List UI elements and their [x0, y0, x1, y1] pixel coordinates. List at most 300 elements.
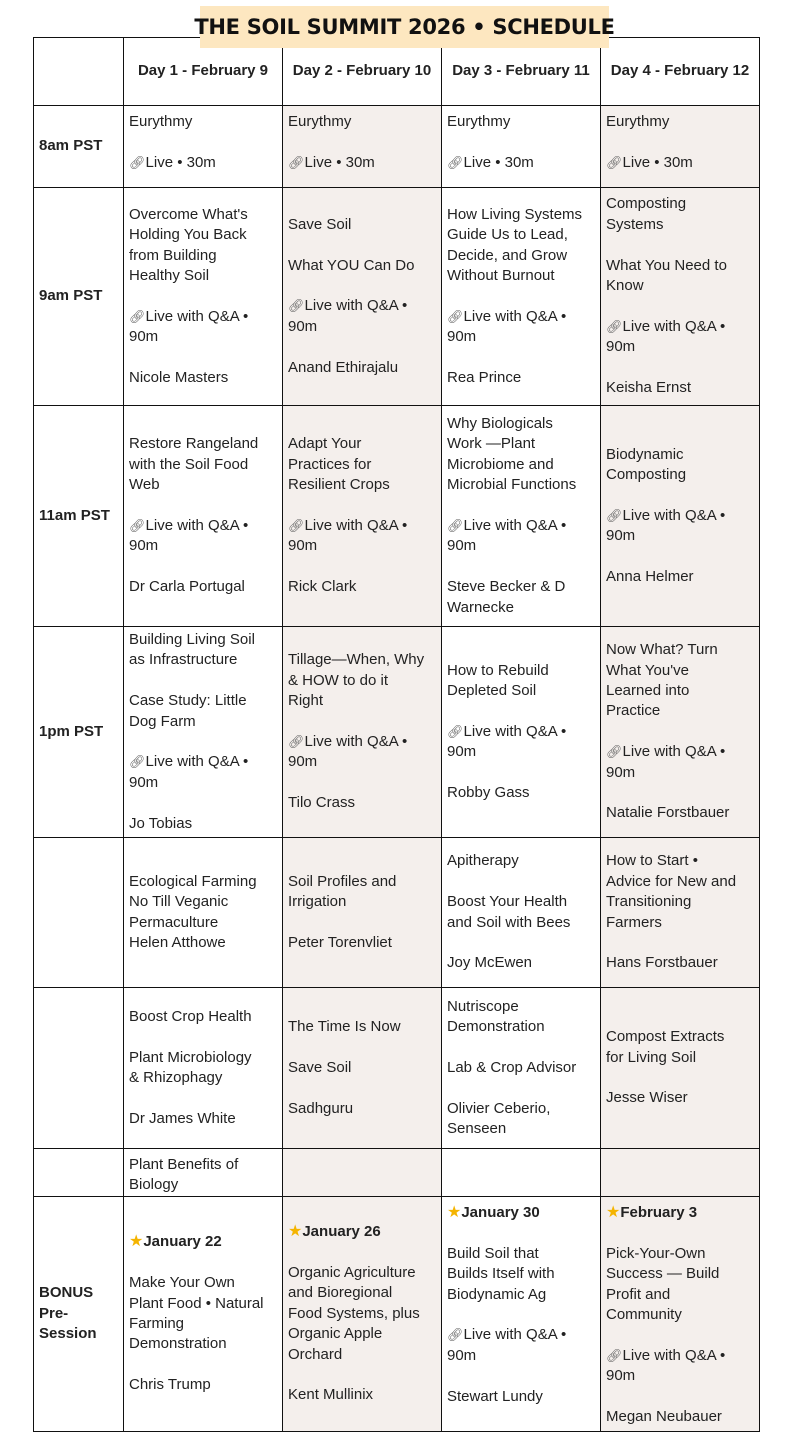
- session-text: [447, 1119, 595, 1139]
- session-text: [606, 953, 754, 973]
- line-text: as Infrastructure: [129, 651, 238, 669]
- line-text: Biology: [129, 1176, 179, 1194]
- session-text: [288, 536, 436, 556]
- session-text: [129, 1273, 277, 1293]
- link-icon: 🔗︎: [288, 518, 305, 533]
- session-text: [606, 194, 754, 214]
- session-text: [447, 892, 595, 912]
- link-icon: 🔗︎: [447, 518, 464, 533]
- line-text: Save Soil: [288, 1058, 352, 1076]
- session-cell: [601, 106, 760, 188]
- session-text: [288, 1304, 436, 1324]
- time-slot: 11am PST: [34, 406, 124, 627]
- line-text: Senseen: [447, 1120, 507, 1137]
- line-text: Boost Your Health: [447, 893, 568, 911]
- session-text: [606, 913, 754, 933]
- session-cell: [442, 406, 601, 627]
- line-spacer: [606, 1325, 754, 1345]
- session-text: [129, 455, 277, 475]
- session-text: [606, 1027, 754, 1047]
- session-text: [447, 598, 595, 618]
- line-text: from Building: [129, 246, 217, 264]
- line-text: & Rhizophagy: [129, 1069, 223, 1086]
- time-slot: 9am PST: [34, 188, 124, 406]
- session-text: [288, 1263, 436, 1283]
- line-text: Tillage—When, Why: [288, 651, 425, 669]
- session-format: [606, 153, 754, 173]
- line-text: Lab & Crop Advisor: [447, 1058, 577, 1076]
- session-format: [606, 1346, 754, 1366]
- line-text: Hans Forstbauer: [606, 954, 718, 972]
- session-cell: [442, 188, 601, 406]
- session-text: [129, 1294, 277, 1314]
- session-text: [129, 1007, 277, 1027]
- session-text: [288, 112, 436, 132]
- session-format: [606, 506, 754, 526]
- session-text: [288, 671, 436, 691]
- line-text: Composting: [606, 466, 687, 483]
- line-text: Make Your Own: [129, 1274, 235, 1292]
- line-text: Resilient Crops: [288, 476, 390, 494]
- schedule-row: [34, 406, 760, 627]
- session-text: [129, 691, 277, 711]
- line-text: 90m: [606, 527, 636, 545]
- line-text: Success — Build: [606, 1265, 720, 1283]
- session-text: [129, 773, 277, 793]
- session-text: [129, 1068, 277, 1088]
- day-header: Day 4 - February 12: [601, 38, 760, 106]
- session-format: [129, 153, 277, 173]
- session-format: [288, 153, 436, 173]
- line-text: Now What? Turn: [606, 641, 718, 659]
- session-text: [447, 414, 595, 434]
- session-text: [447, 1346, 595, 1366]
- session-text: [288, 1099, 436, 1119]
- line-spacer: [606, 547, 754, 567]
- session-format: [447, 1325, 595, 1345]
- session-text: [606, 215, 754, 235]
- line-spacer: [606, 485, 754, 505]
- time-slot: 1pm PST: [34, 627, 124, 838]
- schedule-row: [34, 988, 760, 1149]
- line-spacer: [288, 712, 436, 732]
- line-text: Depleted Soil: [447, 682, 537, 699]
- line-text: Compost Extracts: [606, 1028, 725, 1046]
- line-spacer: [288, 132, 436, 152]
- session-text: [129, 872, 277, 892]
- time-slot: [34, 838, 124, 988]
- session-text: [447, 953, 595, 973]
- line-text: Live with Q&A •: [145, 753, 249, 771]
- link-icon: 🔗︎: [606, 507, 623, 523]
- line-spacer: [447, 1078, 595, 1098]
- line-text: Decide, and Grow: [447, 246, 568, 264]
- line-text: for Living Soil: [606, 1048, 697, 1066]
- session-text: [606, 892, 754, 912]
- line-spacer: [288, 496, 436, 516]
- corner-cell: [34, 38, 124, 106]
- line-text: 90m: [129, 773, 159, 791]
- line-text: Restore Rangeland: [129, 435, 259, 453]
- session-text: [288, 434, 436, 454]
- line-text: Live with Q&A •: [622, 1346, 726, 1364]
- line-spacer: [288, 557, 436, 577]
- bonus-date: [606, 1203, 754, 1223]
- link-icon: 🔗︎: [447, 308, 464, 324]
- line-text: Organic Apple: [288, 1325, 383, 1343]
- line-spacer: [129, 496, 277, 516]
- link-icon: 🔗︎: [447, 723, 464, 739]
- line-text: Boost Crop Health: [129, 1007, 252, 1025]
- session-text: [129, 205, 277, 225]
- session-text: [606, 681, 754, 701]
- line-spacer: [129, 132, 277, 152]
- session-text: [288, 475, 436, 495]
- line-text: & HOW to do it: [288, 671, 389, 689]
- session-cell: [283, 188, 442, 406]
- session-text: [447, 783, 595, 803]
- session-text: [288, 455, 436, 475]
- session-cell: [124, 627, 283, 838]
- schedule-row: [34, 838, 760, 988]
- session-cell: [601, 1197, 760, 1432]
- session-text: [447, 536, 595, 556]
- line-text: Dr James White: [129, 1109, 236, 1127]
- line-spacer: [288, 913, 436, 933]
- session-text: [129, 1175, 277, 1195]
- session-text: [288, 872, 436, 892]
- line-text: Live with Q&A •: [463, 517, 567, 534]
- session-text: [129, 225, 277, 245]
- session-text: [447, 1058, 595, 1078]
- session-text: [606, 1407, 754, 1427]
- line-spacer: [288, 1078, 436, 1098]
- line-text: Biodynamic Ag: [447, 1285, 547, 1303]
- line-text: with the Soil Food: [129, 455, 249, 473]
- session-cell: [601, 1149, 760, 1197]
- line-text: Plant Benefits of: [129, 1156, 239, 1173]
- line-text: Peter Torenvliet: [288, 933, 392, 951]
- session-format: [606, 317, 754, 337]
- line-spacer: [288, 235, 436, 255]
- session-text: [606, 526, 754, 546]
- line-text: Farming: [129, 1315, 185, 1332]
- session-text: [129, 266, 277, 286]
- star-icon: ★: [288, 1223, 303, 1241]
- session-text: [447, 1099, 595, 1119]
- session-text: [129, 892, 277, 912]
- link-icon: 🔗︎: [606, 744, 623, 760]
- line-spacer: [129, 1027, 277, 1047]
- line-text: Eurythmy: [288, 113, 352, 130]
- line-text: Jo Tobias: [129, 814, 193, 832]
- line-text: Chris Trump: [129, 1376, 211, 1394]
- session-text: [288, 1345, 436, 1365]
- line-text: January 26: [302, 1223, 381, 1241]
- line-text: Irrigation: [288, 893, 347, 911]
- session-text: [288, 317, 436, 337]
- session-format: [447, 722, 595, 742]
- schedule-row: [34, 627, 760, 838]
- session-cell: [124, 1149, 283, 1197]
- line-spacer: [288, 1037, 436, 1057]
- line-spacer: [129, 732, 277, 752]
- line-spacer: [129, 286, 277, 306]
- line-text: Case Study: Little: [129, 692, 247, 710]
- line-spacer: [129, 557, 277, 577]
- day-header: Day 2 - February 10: [283, 38, 442, 106]
- line-spacer: [447, 348, 595, 368]
- line-spacer: [447, 286, 595, 306]
- line-text: 90m: [447, 328, 477, 346]
- line-text: Rick Clark: [288, 578, 357, 596]
- line-text: Plant Food • Natural: [129, 1294, 264, 1312]
- link-icon: 🔗︎: [447, 154, 464, 170]
- line-text: Live • 30m: [145, 153, 216, 171]
- line-text: Sadhguru: [288, 1099, 354, 1117]
- session-text: [447, 997, 595, 1017]
- line-text: Live with Q&A •: [304, 733, 408, 750]
- line-text: Robby Gass: [447, 784, 530, 801]
- line-text: Profit and: [606, 1285, 671, 1303]
- session-text: [129, 650, 277, 670]
- line-text: Right: [288, 692, 324, 710]
- session-cell: [442, 988, 601, 1149]
- line-text: Ecological Farming: [129, 872, 257, 890]
- session-text: [606, 701, 754, 721]
- line-text: Live with Q&A •: [622, 317, 726, 335]
- session-text: [129, 327, 277, 347]
- session-cell: [124, 406, 283, 627]
- line-text: Stewart Lundy: [447, 1387, 543, 1405]
- session-text: [447, 661, 595, 681]
- star-icon: ★: [129, 1233, 144, 1251]
- session-text: [447, 112, 595, 132]
- line-spacer: [606, 297, 754, 317]
- line-spacer: [288, 276, 436, 296]
- line-text: Eurythmy: [129, 113, 193, 130]
- link-icon: 🔗︎: [288, 734, 305, 749]
- session-text: [288, 793, 436, 813]
- line-text: Advice for New and: [606, 872, 737, 890]
- session-cell: [442, 1197, 601, 1432]
- link-icon: 🔗︎: [606, 1347, 623, 1363]
- session-text: [606, 1285, 754, 1305]
- session-format: [129, 307, 277, 327]
- line-text: Demonstration: [447, 1018, 545, 1035]
- line-spacer: [606, 1387, 754, 1407]
- link-icon: 🔗︎: [129, 308, 146, 324]
- line-text: January 22: [143, 1233, 222, 1251]
- line-text: 90m: [606, 1367, 636, 1385]
- session-cell: [124, 106, 283, 188]
- line-text: Practice: [606, 702, 661, 720]
- time-slot: 8am PST: [34, 106, 124, 188]
- session-cell: [442, 627, 601, 838]
- session-text: [288, 577, 436, 597]
- session-text: [288, 215, 436, 235]
- session-cell: [283, 627, 442, 838]
- line-text: February 3: [620, 1204, 698, 1221]
- line-text: Farmers: [606, 913, 662, 931]
- line-text: Food Systems, plus: [288, 1304, 420, 1322]
- line-text: Plant Microbiology: [129, 1048, 252, 1066]
- line-text: Anna Helmer: [606, 568, 694, 585]
- link-icon: 🔗︎: [129, 754, 146, 770]
- session-cell: [124, 988, 283, 1149]
- line-text: Microbiome and: [447, 455, 554, 473]
- line-spacer: [447, 132, 595, 152]
- line-spacer: [447, 701, 595, 721]
- line-spacer: [606, 933, 754, 953]
- line-text: Learned into: [606, 682, 690, 699]
- schedule-row: [34, 106, 760, 188]
- session-text: [129, 1375, 277, 1395]
- session-cell: [283, 106, 442, 188]
- line-spacer: [288, 337, 436, 357]
- line-text: and Bioregional: [288, 1284, 393, 1302]
- page-title: THE SOIL SUMMIT 2026 • SCHEDULE: [200, 6, 609, 48]
- line-text: 90m: [288, 317, 318, 335]
- session-text: [129, 1334, 277, 1354]
- session-text: [606, 445, 754, 465]
- line-spacer: [606, 132, 754, 152]
- session-text: [129, 536, 277, 556]
- link-icon: 🔗︎: [288, 154, 305, 170]
- line-text: Live with Q&A •: [463, 307, 567, 325]
- session-text: [129, 475, 277, 495]
- session-cell: [124, 838, 283, 988]
- line-text: 90m: [606, 763, 636, 781]
- session-text: [288, 1283, 436, 1303]
- session-text: [288, 358, 436, 378]
- link-icon: 🔗︎: [129, 154, 146, 170]
- line-text: How to Rebuild: [447, 661, 549, 679]
- line-text: 90m: [447, 743, 477, 761]
- line-text: Live with Q&A •: [622, 743, 726, 761]
- line-text: Overcome What's: [129, 205, 248, 223]
- line-spacer: [447, 763, 595, 783]
- line-spacer: [447, 1305, 595, 1325]
- line-text: Kent Mullinix: [288, 1386, 374, 1404]
- session-cell: [124, 1197, 283, 1432]
- session-cell: [442, 838, 601, 988]
- session-text: [129, 434, 277, 454]
- line-text: Systems: [606, 215, 664, 233]
- link-icon: 🔗︎: [288, 298, 305, 314]
- line-text: Orchard: [288, 1345, 343, 1363]
- line-spacer: [288, 773, 436, 793]
- session-text: [129, 630, 277, 650]
- schedule-row: [34, 188, 760, 406]
- line-text: Nicole Masters: [129, 368, 229, 386]
- line-text: Transitioning: [606, 893, 692, 911]
- session-text: [606, 803, 754, 823]
- line-spacer: [606, 235, 754, 255]
- line-text: Live with Q&A •: [145, 307, 249, 325]
- line-text: Live • 30m: [304, 153, 375, 171]
- line-text: Live with Q&A •: [145, 517, 249, 534]
- session-text: [288, 892, 436, 912]
- session-text: [129, 814, 277, 834]
- line-text: Dr Carla Portugal: [129, 578, 245, 596]
- line-spacer: [129, 348, 277, 368]
- session-text: [129, 1155, 277, 1175]
- session-format: [288, 732, 436, 752]
- line-text: Eurythmy: [606, 113, 670, 130]
- session-format: [447, 307, 595, 327]
- session-text: [129, 1109, 277, 1129]
- session-text: [288, 1324, 436, 1344]
- day-header: Day 1 - February 9: [124, 38, 283, 106]
- line-text: Soil Profiles and: [288, 872, 397, 890]
- line-text: Live with Q&A •: [463, 1326, 567, 1344]
- line-text: Practices for: [288, 455, 372, 473]
- line-text: Anand Ethirajalu: [288, 358, 399, 376]
- session-cell: [283, 1149, 442, 1197]
- line-text: How to Start •: [606, 852, 698, 870]
- session-text: [129, 112, 277, 132]
- session-text: [606, 1244, 754, 1264]
- line-text: What You Need to: [606, 256, 727, 274]
- session-cell: [601, 188, 760, 406]
- line-text: Permaculture: [129, 913, 219, 931]
- session-text: [447, 681, 595, 701]
- line-text: Demonstration: [129, 1335, 227, 1353]
- session-text: [606, 337, 754, 357]
- session-text: [129, 577, 277, 597]
- session-text: [447, 1264, 595, 1284]
- line-text: Organic Agriculture: [288, 1263, 416, 1281]
- line-text: The Time Is Now: [288, 1018, 401, 1035]
- link-icon: 🔗︎: [606, 154, 623, 170]
- session-text: [288, 1017, 436, 1037]
- session-cell: [283, 406, 442, 627]
- line-text: Keisha Ernst: [606, 379, 692, 397]
- line-spacer: [129, 1355, 277, 1375]
- line-text: 90m: [129, 537, 159, 555]
- line-spacer: [606, 783, 754, 803]
- session-cell: [124, 188, 283, 406]
- session-text: [447, 851, 595, 871]
- session-text: [129, 1048, 277, 1068]
- session-format: [288, 296, 436, 316]
- session-text: [606, 1366, 754, 1386]
- session-cell: [283, 988, 442, 1149]
- line-text: Web: [129, 476, 160, 494]
- session-text: [447, 205, 595, 225]
- session-text: [129, 368, 277, 388]
- session-cell: [283, 1197, 442, 1432]
- session-text: [447, 1387, 595, 1407]
- session-cell: [442, 106, 601, 188]
- session-text: [129, 913, 277, 933]
- line-text: Helen Atthowe: [129, 933, 226, 951]
- line-text: Dog Farm: [129, 712, 196, 730]
- session-text: [606, 1088, 754, 1108]
- session-text: [288, 1058, 436, 1078]
- line-spacer: [129, 1088, 277, 1108]
- link-icon: 🔗︎: [129, 518, 146, 533]
- line-text: 90m: [606, 338, 636, 356]
- session-text: [288, 1385, 436, 1405]
- line-text: Steve Becker & D: [447, 578, 566, 596]
- line-text: Build Soil that: [447, 1244, 539, 1262]
- line-text: What You've: [606, 661, 689, 679]
- line-spacer: [447, 872, 595, 892]
- line-text: and Soil with Bees: [447, 913, 571, 931]
- time-slot: [34, 1149, 124, 1197]
